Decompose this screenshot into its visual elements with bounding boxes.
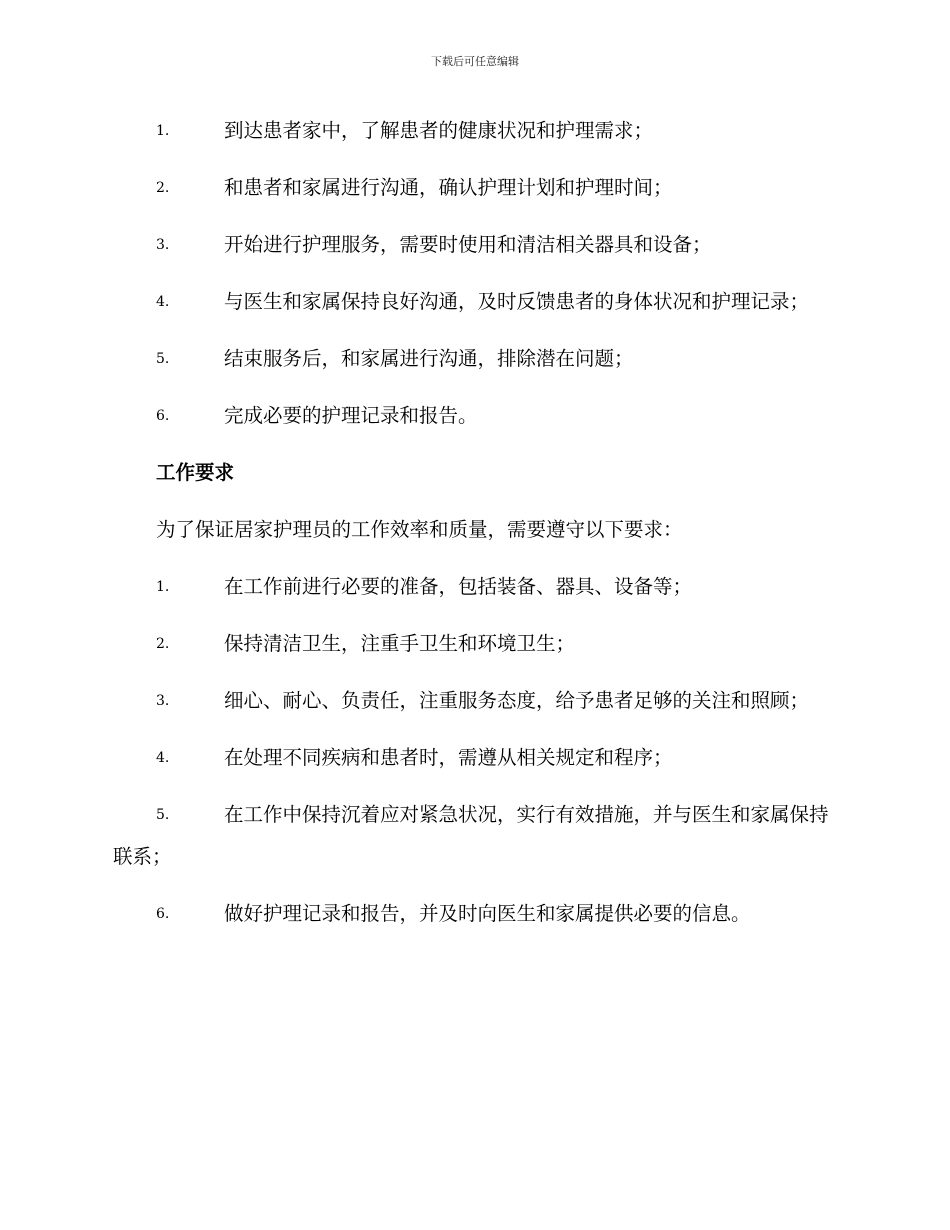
list-item: [113, 281, 835, 323]
list-item-text: 细心、耐心、负责任，注重服务态度，给予患者足够的关注和照顾；: [224, 689, 810, 712]
section-intro: 为了保证居家护理员的工作效率和质量，需要遵守以下要求：: [156, 518, 683, 541]
list-item-number: 5.: [156, 807, 170, 823]
document-body: [113, 110, 835, 950]
list-item-text: 和患者和家属进行沟通，确认护理计划和护理时间；: [224, 176, 673, 199]
list-item-text: 完成必要的护理记录和报告。: [224, 404, 478, 427]
list-item: [113, 737, 835, 779]
list-item-text: 结束服务后，和家属进行沟通，排除潜在问题；: [224, 347, 634, 370]
list-item-number: 2.: [156, 180, 170, 196]
list-item-text: 在工作前进行必要的准备，包括装备、器具、设备等；: [224, 575, 693, 598]
list-item: [113, 395, 835, 437]
list-item-text: 到达患者家中，了解患者的健康状况和护理需求；: [224, 119, 654, 142]
list-item-number: 4.: [156, 750, 170, 766]
list-item-number: 1.: [156, 123, 170, 139]
list-item-number: 6.: [156, 408, 170, 424]
list-item-number: 6.: [156, 906, 170, 922]
list-item: [113, 623, 835, 665]
list-item: [113, 224, 835, 266]
page-header: 下载后可任意编辑: [431, 55, 519, 68]
list-item-text: 开始进行护理服务，需要时使用和清洁相关器具和设备；: [224, 233, 712, 256]
list-item: [113, 110, 835, 152]
list-item: [113, 338, 835, 380]
list-item: [113, 794, 835, 878]
list-item-number: 4.: [156, 294, 170, 310]
list-item-number: 1.: [156, 579, 170, 595]
list-item-text: 与医生和家属保持良好沟通，及时反馈患者的身体状况和护理记录；: [224, 290, 810, 313]
list-item: [113, 566, 835, 608]
list-item-number: 3.: [156, 693, 170, 709]
list-item-text: 在工作中保持沉着应对紧急状况，实行有效措施，并与医生和家属保持联系；: [113, 803, 829, 868]
list-item-number: 3.: [156, 237, 170, 253]
list-item: [113, 680, 835, 722]
list-item: [113, 167, 835, 209]
procedure-list: [113, 110, 835, 437]
list-item-text: 做好护理记录和报告，并及时向医生和家属提供必要的信息。: [224, 902, 751, 925]
section-heading: 工作要求: [156, 461, 235, 484]
requirements-list: [113, 566, 835, 935]
list-item-text: 在处理不同疾病和患者时，需遵从相关规定和程序；: [224, 746, 673, 769]
list-item-number: 2.: [156, 636, 170, 652]
list-item-text: 保持清洁卫生，注重手卫生和环境卫生；: [224, 632, 576, 655]
list-item-number: 5.: [156, 351, 170, 367]
list-item: [113, 893, 835, 935]
